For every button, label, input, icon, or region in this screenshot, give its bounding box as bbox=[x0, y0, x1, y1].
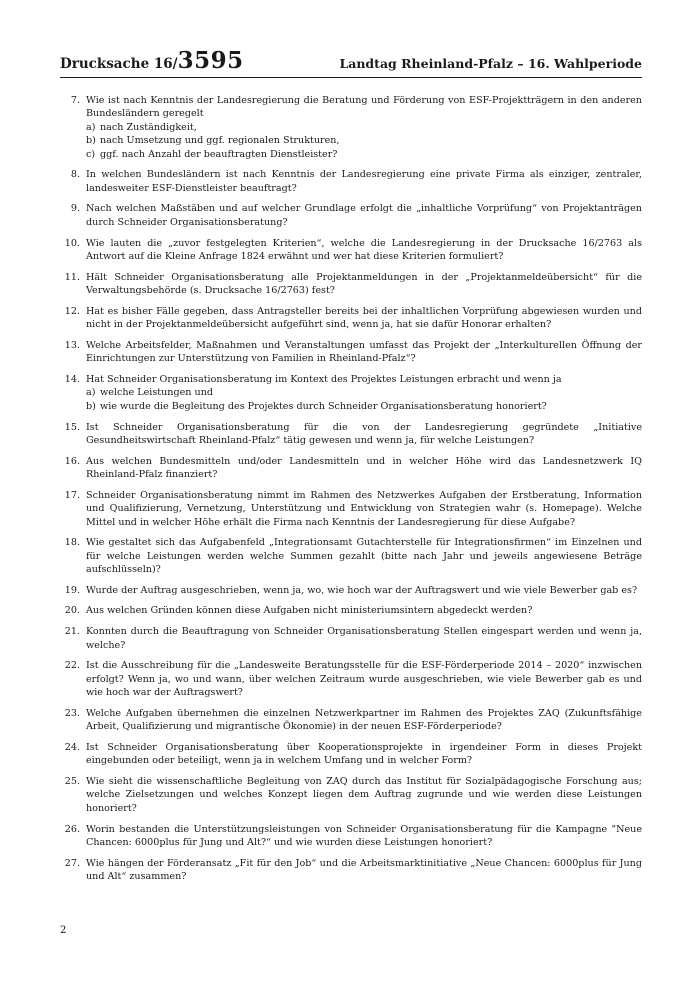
question-number: 19. bbox=[64, 584, 80, 596]
question-item bbox=[60, 659, 642, 699]
document-number: 3595 bbox=[177, 47, 244, 74]
question-text: Worin bestanden die Unterstützungsleistungen von Schneider Organisationsberatung für die Kampagne "Neue Chancen: 6000plus für Jung und Alt?“ und wie wurden diese Leistungen honoriert? bbox=[86, 823, 642, 848]
question-body bbox=[86, 237, 642, 264]
header-rule bbox=[60, 77, 642, 78]
question-body bbox=[86, 373, 642, 413]
question-text: Wurde der Auftrag ausgeschrieben, wenn ja, wo, wie hoch war der Auftragswert und wie viele Bewerber gab es? bbox=[86, 584, 638, 596]
question-text: Ist Schneider Organisationsberatung für die von der Landesregierung gegründete „Initiative Gesundheitswirtschaft Rheinland-Pfalz“ tätig gewesen und wenn ja, für welche Leistungen? bbox=[86, 421, 642, 446]
question-item bbox=[60, 305, 642, 332]
question-number: 12. bbox=[64, 305, 80, 317]
question-item bbox=[60, 707, 642, 734]
question-body bbox=[86, 604, 642, 617]
question-text: Hält Schneider Organisationsberatung alle Projektanmeldungen in der „Projektanmeldeübersicht“ für die Verwaltungsbehörde (s. Drucksache 16/2763) fest? bbox=[86, 271, 642, 297]
question-body bbox=[86, 421, 642, 448]
sub-question bbox=[86, 121, 642, 134]
question-item bbox=[60, 741, 642, 768]
question-body bbox=[86, 489, 642, 529]
sub-question-label: c) bbox=[86, 148, 96, 160]
sub-question-text: nach Zuständigkeit, bbox=[100, 121, 197, 133]
sub-question bbox=[86, 400, 642, 413]
sub-question-text: nach Umsetzung und ggf. regionalen Strukturen, bbox=[100, 135, 340, 147]
question-body bbox=[86, 857, 642, 884]
question-body bbox=[86, 659, 642, 699]
question-number: 20. bbox=[64, 605, 80, 617]
question-item bbox=[60, 489, 642, 529]
question-number: 27. bbox=[64, 857, 80, 869]
question-text: Aus welchen Bundesmitteln und/oder Landesmitteln und in welcher Höhe wird das Landesnetzwerk IQ Rheinland-Pfalz finanziert? bbox=[86, 455, 642, 481]
question-item bbox=[60, 339, 642, 366]
question-number: 18. bbox=[64, 537, 80, 549]
question-body bbox=[86, 741, 642, 768]
question-item bbox=[60, 604, 642, 617]
sub-question-label: b) bbox=[86, 135, 96, 147]
question-item bbox=[60, 237, 642, 264]
question-text: Hat Schneider Organisationsberatung im Kontext des Projektes Leistungen erbracht und wenn ja bbox=[86, 373, 562, 385]
question-number: 22. bbox=[64, 660, 80, 672]
question-text: Welche Arbeitsfelder, Maßnahmen und Veranstaltungen umfasst das Projekt der „Interkulturellen Öffnung der Einrichtungen zur Unterstützung von Familien in Rheinland-Pfalz“? bbox=[86, 339, 642, 365]
question-body bbox=[86, 94, 642, 161]
question-item bbox=[60, 857, 642, 884]
sub-question-text: ggf. nach Anzahl der beauftragten Dienstleister? bbox=[100, 148, 338, 160]
question-body bbox=[86, 305, 642, 332]
question-body bbox=[86, 339, 642, 366]
parliament-title: Landtag Rheinland-Pfalz – 16. Wahlperiode bbox=[339, 56, 642, 71]
question-number: 10. bbox=[64, 237, 80, 249]
page-header bbox=[60, 44, 642, 78]
question-number: 16. bbox=[64, 455, 80, 467]
sub-question bbox=[86, 386, 642, 399]
question-item bbox=[60, 823, 642, 850]
question-text: In welchen Bundesländern ist nach Kenntnis der Landesregierung eine private Firma als einziger, zentraler, landesweiter ESF-Dienstleister beauftragt? bbox=[86, 169, 642, 194]
question-item bbox=[60, 775, 642, 815]
question-number: 21. bbox=[64, 626, 80, 638]
question-number: 14. bbox=[64, 373, 80, 385]
question-number: 7. bbox=[70, 95, 80, 106]
question-text: Konnten durch die Beauftragung von Schneider Organisationsberatung Stellen eingespart werden und wenn ja, welche? bbox=[86, 626, 642, 651]
question-item bbox=[60, 625, 642, 652]
question-body bbox=[86, 584, 642, 597]
question-item bbox=[60, 584, 642, 597]
question-body bbox=[86, 168, 642, 195]
question-number: 26. bbox=[64, 823, 80, 835]
question-body bbox=[86, 775, 642, 815]
question-item bbox=[60, 373, 642, 413]
question-number: 15. bbox=[64, 421, 80, 433]
question-number: 25. bbox=[64, 776, 80, 787]
question-text: Wie gestaltet sich das Aufgabenfeld „Integrationsamt Gutachterstelle für Integrationsfirmen“ im Einzelnen und für welche Leistungen werden welche Summen gezahlt (bitte nach Jahr und jeweils angewiesene Beträge aufschlüsseln)? bbox=[86, 537, 642, 576]
question-item bbox=[60, 421, 642, 448]
question-text: Aus welchen Gründen können diese Aufgaben nicht ministeriumsintern abgedeckt werden? bbox=[86, 605, 533, 617]
question-text: Welche Aufgaben übernehmen die einzelnen Netzwerkpartner im Rahmen des Projektes ZAQ (Zukunftsfähige Arbeit, Qualifizierung und migrantische Ökonomie) in der neuen ESF-Förderperiode? bbox=[86, 707, 642, 733]
question-item bbox=[60, 271, 642, 298]
question-text: Schneider Organisationsberatung nimmt im Rahmen des Netzwerkes Aufgaben der Erstberatung, Information und Qualifizierung, Vernetzung, Unterstützung und Entwicklung von Strategien wahr (s. Homepage). Welche Mittel und in welcher Höhe erhält die Firma nach Kenntnis der Landesregierung für diese Aufgabe? bbox=[86, 489, 642, 528]
document-reference bbox=[60, 47, 244, 74]
question-number: 23. bbox=[64, 707, 80, 719]
question-body bbox=[86, 625, 642, 652]
question-text: Wie lauten die „zuvor festgelegten Kriterien“, welche die Landesregierung in der Drucksache 16/2763 als Antwort auf die Kleine Anfrage 1824 erwähnt und wer hat diese Kriterien formuliert? bbox=[86, 237, 642, 262]
sub-question bbox=[86, 134, 642, 147]
question-text: Ist die Ausschreibung für die „Landesweite Beratungsstelle für die ESF-Förderperiode 2014 – 2020“ inzwischen erfolgt? Wenn ja, wo und wann, über welchen Zeitraum wurde ausgeschrieben, wie viele Bewerber gab es und wie hoch war der Auftragswert? bbox=[86, 660, 642, 699]
question-text: Nach welchen Maßstäben und auf welcher Grundlage erfolgt die „inhaltliche Vorprüfung“ von Projektanträgen durch Schneider Organisationsberatung? bbox=[86, 203, 642, 228]
sub-question-text: welche Leistungen und bbox=[100, 387, 214, 399]
question-item bbox=[60, 168, 642, 195]
sub-question-label: a) bbox=[86, 121, 96, 133]
question-body bbox=[86, 536, 642, 576]
question-body bbox=[86, 707, 642, 734]
sub-question-label: b) bbox=[86, 400, 96, 412]
question-body bbox=[86, 202, 642, 229]
document-label: Drucksache 16/ bbox=[60, 56, 178, 72]
page-number: 2 bbox=[60, 925, 67, 936]
question-body bbox=[86, 823, 642, 850]
question-body bbox=[86, 455, 642, 482]
question-list bbox=[60, 94, 642, 891]
question-item bbox=[60, 455, 642, 482]
question-number: 24. bbox=[64, 741, 80, 753]
question-text: Ist Schneider Organisationsberatung über Kooperationsprojekte in irgendeiner Form in dieses Projekt eingebunden oder beteiligt, wenn ja in welchem Umfang und in welcher Form? bbox=[86, 741, 642, 767]
question-text: Wie hängen der Förderansatz „Fit für den Job“ und die Arbeitsmarktinitiative „Neue Chancen: 6000plus für Jung und Alt“ zusammen? bbox=[86, 857, 642, 883]
question-body bbox=[86, 271, 642, 298]
question-text: Wie ist nach Kenntnis der Landesregierung die Beratung und Förderung von ESF-Projektträgern in den anderen Bundesländern geregelt bbox=[86, 95, 642, 120]
sub-question-label: a) bbox=[86, 387, 96, 399]
question-number: 13. bbox=[64, 339, 80, 351]
question-item bbox=[60, 202, 642, 229]
question-number: 9. bbox=[70, 203, 80, 215]
sub-question-text: wie wurde die Begleitung des Projektes durch Schneider Organisationsberatung honoriert? bbox=[100, 400, 547, 412]
question-number: 11. bbox=[64, 271, 80, 283]
question-number: 8. bbox=[70, 169, 80, 181]
sub-question bbox=[86, 148, 642, 161]
question-number: 17. bbox=[64, 489, 80, 501]
question-text: Hat es bisher Fälle gegeben, dass Antragsteller bereits bei der inhaltlichen Vorprüfung abgewiesen wurden und nicht in der Projektanmeldeübersicht aufgeführt sind, wenn ja, hat sie dafür Honorar erhalten? bbox=[86, 305, 642, 331]
question-item bbox=[60, 536, 642, 576]
question-item bbox=[60, 94, 642, 161]
question-text: Wie sieht die wissenschaftliche Begleitung von ZAQ durch das Institut für Sozialpädagogische Forschung aus; welche Zielsetzungen und welches Konzept liegen dem Auftrag zugrunde und wie werden diese Leistungen honoriert? bbox=[86, 776, 642, 814]
